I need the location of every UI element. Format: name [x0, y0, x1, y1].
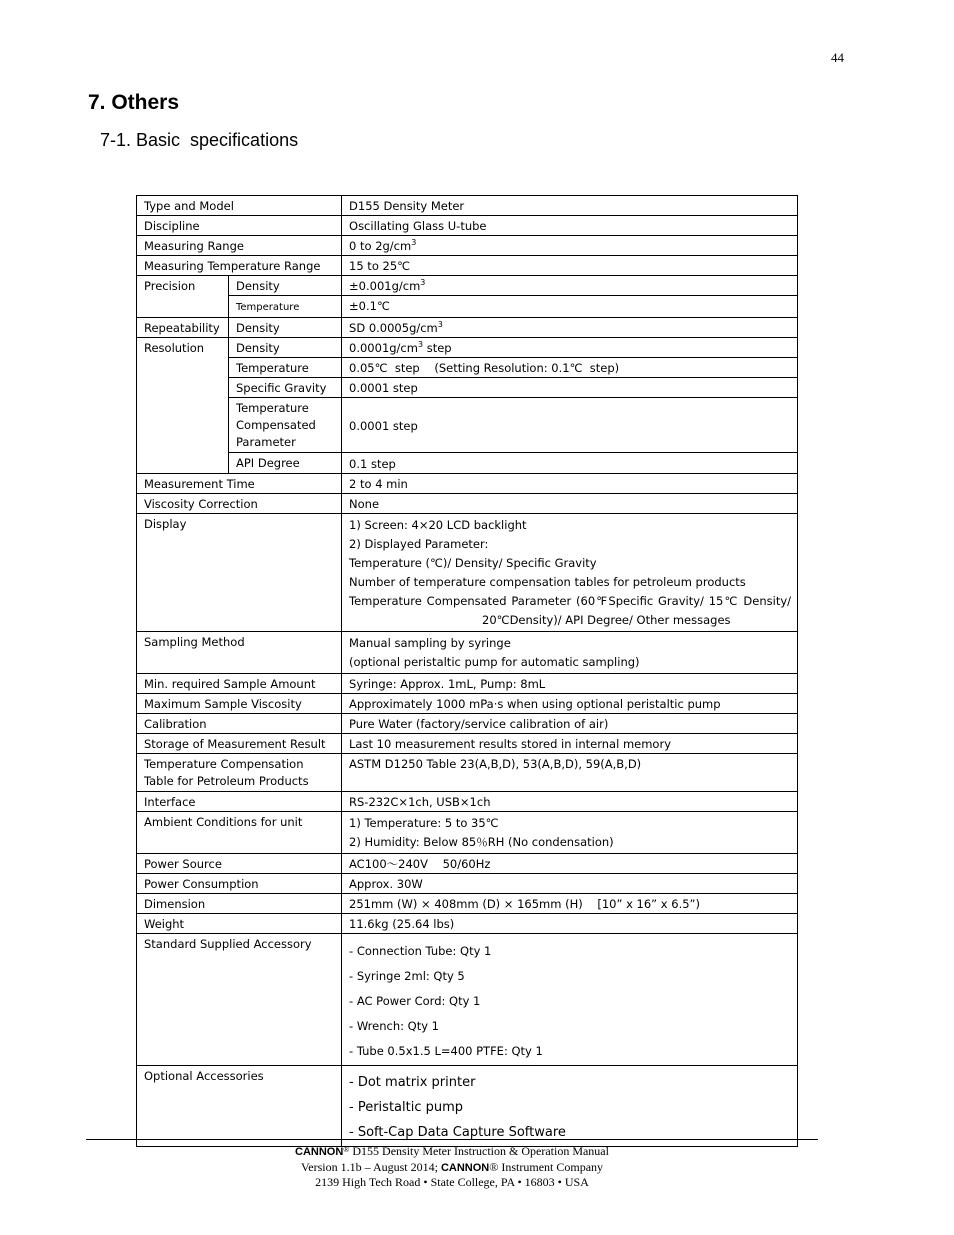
- row-value: Approx. 30W: [342, 874, 798, 894]
- table-row: [137, 694, 798, 714]
- accessory-item: - Syringe 2ml: Qty 5: [349, 969, 465, 983]
- table-row: [137, 754, 798, 792]
- display-line: Number of temperature compensation tables for petroleum products: [349, 575, 746, 589]
- accessory-item: - Wrench: Qty 1: [349, 1019, 439, 1033]
- value-text: ±0.001g/cm: [349, 279, 421, 293]
- row-value: 2 to 4 min: [342, 474, 798, 494]
- row-label: Maximum Sample Viscosity: [137, 694, 342, 714]
- optional-item: - Peristaltic pump: [349, 1100, 464, 1115]
- accessory-item: - Tube 0.5x1.5 L=400 PTFE: Qty 1: [349, 1044, 543, 1058]
- superscript: 3: [411, 238, 417, 247]
- row-value: [342, 632, 798, 674]
- row-label: Calibration: [137, 714, 342, 734]
- row-label: Measurement Time: [137, 474, 342, 494]
- table-row: [137, 494, 798, 514]
- row-label: Discipline: [137, 216, 342, 236]
- row-label: Resolution: [137, 338, 229, 474]
- row-value: None: [342, 494, 798, 514]
- table-row: [137, 1066, 798, 1147]
- row-value: Syringe: Approx. 1mL, Pump: 8mL: [342, 674, 798, 694]
- value-text: 0.0001g/cm: [349, 341, 418, 355]
- table-row: [137, 792, 798, 812]
- label-line: Table for Petroleum Products: [144, 774, 309, 788]
- value-line: 1) Temperature: 5 to 35℃: [349, 816, 499, 830]
- sub-label: Density: [229, 318, 342, 338]
- row-value: [342, 276, 798, 296]
- sub-label-text: Temperature: [236, 302, 300, 313]
- table-row: [137, 714, 798, 734]
- row-value: 0.05℃ step (Setting Resolution: 0.1℃ step): [342, 358, 798, 378]
- sub-label: Density: [229, 276, 342, 296]
- row-value: 0.0001 step: [342, 398, 798, 453]
- table-row: [137, 894, 798, 914]
- row-value: ±0.1℃: [342, 296, 798, 318]
- row-value: Approximately 1000 mPa·s when using optional peristaltic pump: [342, 694, 798, 714]
- row-label: Min. required Sample Amount: [137, 674, 342, 694]
- row-value: 15 to 25℃: [342, 256, 798, 276]
- row-label: Weight: [137, 914, 342, 934]
- row-value: 0.1 step: [342, 453, 798, 474]
- sub-label-line: Temperature: [236, 401, 309, 415]
- value-line: 2) Humidity: Below 85％RH (No condensation): [349, 835, 614, 849]
- row-label: Viscosity Correction: [137, 494, 342, 514]
- row-label: Dimension: [137, 894, 342, 914]
- brand-name: CANNON: [440, 1161, 490, 1174]
- table-row: [137, 296, 798, 318]
- row-label: Ambient Conditions for unit: [137, 812, 342, 854]
- row-label: Repeatability: [137, 318, 229, 338]
- table-row: [137, 256, 798, 276]
- row-label: Optional Accessories: [137, 1066, 342, 1147]
- table-row: [137, 632, 798, 674]
- table-row: [137, 276, 798, 296]
- brand-name: CANNON: [295, 1146, 344, 1158]
- sub-label: Specific Gravity: [229, 378, 342, 398]
- superscript: 3: [437, 320, 443, 329]
- row-value: 11.6kg (25.64 lbs): [342, 914, 798, 934]
- display-line: Temperature Compensated Parameter (60℉Specific Gravity/ 15℃ Density/: [349, 594, 792, 608]
- sub-label-line: Compensated: [236, 418, 316, 432]
- table-row: [137, 196, 798, 216]
- row-label: Type and Model: [137, 196, 342, 216]
- section-heading: 7. Others: [88, 91, 180, 114]
- table-row: [137, 236, 798, 256]
- display-line: 2) Displayed Parameter:: [349, 537, 489, 551]
- row-value: [342, 318, 798, 338]
- row-label: Precision: [137, 276, 229, 318]
- row-value: Last 10 measurement results stored in internal memory: [342, 734, 798, 754]
- value-text: 0 to 2g/cm: [349, 239, 412, 253]
- row-label: Display: [137, 514, 342, 632]
- sub-label: [229, 296, 342, 318]
- row-value: Pure Water (factory/service calibration of air): [342, 714, 798, 734]
- row-label: Measuring Range: [137, 236, 342, 256]
- value-text: SD 0.0005g/cm: [349, 321, 438, 335]
- subsection-heading: 7-1. Basic specifications: [100, 130, 299, 150]
- row-label: Power Source: [137, 854, 342, 874]
- accessory-item: - AC Power Cord: Qty 1: [349, 994, 481, 1008]
- row-label: Measuring Temperature Range: [137, 256, 342, 276]
- table-row: [137, 874, 798, 894]
- table-row: [137, 453, 798, 474]
- sub-label: [229, 398, 342, 453]
- table-row: [137, 934, 798, 1066]
- accessory-item: - Connection Tube: Qty 1: [349, 944, 492, 958]
- table-row: [137, 914, 798, 934]
- row-value: [342, 514, 798, 632]
- row-label: Power Consumption: [137, 874, 342, 894]
- display-line: Temperature (℃)/ Density/ Specific Gravity: [349, 556, 597, 570]
- sub-label-line: Parameter: [236, 435, 296, 449]
- row-label: [137, 754, 342, 792]
- row-value: RS-232C×1ch, USB×1ch: [342, 792, 798, 812]
- row-value: 251mm (W) × 408mm (D) × 165mm (H) [10” x 16” x 6.5”): [342, 894, 798, 914]
- footer-line-2: [86, 1160, 818, 1176]
- row-value: [342, 934, 798, 1066]
- footer-text: D155 Density Meter Instruction & Operation Manual: [349, 1144, 609, 1158]
- label-line: Temperature Compensation: [144, 757, 304, 771]
- superscript: 3: [420, 278, 426, 287]
- footer-text: ® Instrument Company: [489, 1159, 604, 1174]
- value-line: Manual sampling by syringe: [349, 636, 511, 650]
- row-value: Oscillating Glass U-tube: [342, 216, 798, 236]
- table-row: [137, 674, 798, 694]
- value-suffix: step: [423, 341, 452, 355]
- row-value: 0.0001 step: [342, 378, 798, 398]
- row-label: Standard Supplied Accessory: [137, 934, 342, 1066]
- footer-text: Version 1.1b – August 2014;: [300, 1159, 441, 1174]
- sub-label: API Degree: [229, 453, 342, 474]
- optional-item: - Soft-Cap Data Capture Software: [349, 1125, 566, 1140]
- table-row: [137, 338, 798, 358]
- row-value: AC100～240V 50/60Hz: [342, 854, 798, 874]
- registered-mark: ®: [343, 1145, 350, 1154]
- row-label: Interface: [137, 792, 342, 812]
- table-row: [137, 398, 798, 453]
- footer-divider: [86, 1139, 818, 1140]
- table-row: [137, 734, 798, 754]
- table-row: [137, 514, 798, 632]
- table-row: [137, 854, 798, 874]
- footer-line-1: [86, 1143, 818, 1160]
- table-row: [137, 474, 798, 494]
- superscript: 3: [417, 340, 424, 349]
- table-row: [137, 216, 798, 236]
- sub-label: Density: [229, 338, 342, 358]
- row-value: D155 Density Meter: [342, 196, 798, 216]
- row-value: ASTM D1250 Table 23(A,B,D), 53(A,B,D), 59(A,B,D): [342, 754, 798, 792]
- table-row: [137, 358, 798, 378]
- table-row: [137, 378, 798, 398]
- display-line: 20℃Density)/ API Degree/ Other messages: [482, 613, 731, 627]
- row-value: [342, 1066, 798, 1147]
- row-label: Storage of Measurement Result: [137, 734, 342, 754]
- specifications-table: [136, 195, 798, 1147]
- footer-line-3: 2139 High Tech Road • State College, PA • 16803 • USA: [315, 1175, 589, 1189]
- row-value: [342, 812, 798, 854]
- optional-item: - Dot matrix printer: [349, 1075, 476, 1090]
- row-label: Sampling Method: [137, 632, 342, 674]
- page-number: 44: [831, 50, 844, 65]
- value-line: (optional peristaltic pump for automatic sampling): [349, 655, 640, 669]
- row-value: [342, 338, 798, 358]
- sub-label: Temperature: [229, 358, 342, 378]
- display-line: 1) Screen: 4×20 LCD backlight: [349, 518, 527, 532]
- page-footer: [86, 1143, 818, 1190]
- table-row: [137, 318, 798, 338]
- table-row: [137, 812, 798, 854]
- row-value: [342, 236, 798, 256]
